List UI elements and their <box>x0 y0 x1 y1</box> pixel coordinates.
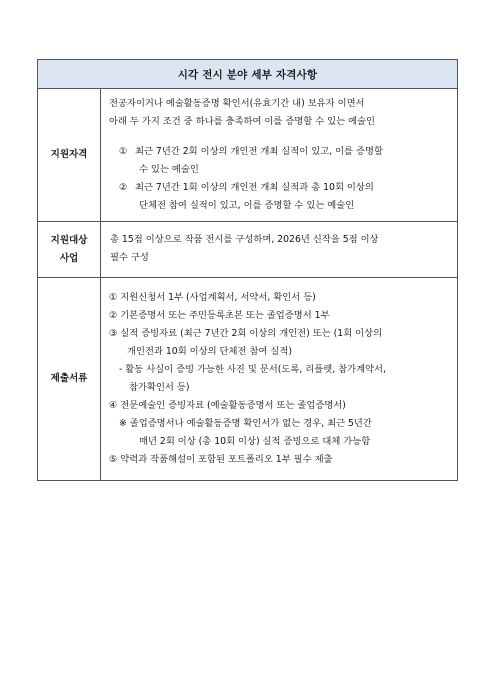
condition-item <box>109 179 457 197</box>
row-label-text: 사업 <box>59 252 79 264</box>
document-item: ① 지원신청서 1부 (사업계획서, 서약서, 확인서 등) <box>109 292 316 303</box>
row-content-eligibility <box>101 89 457 221</box>
table-title: 시각 전시 분야 세부 자격사항 <box>38 60 457 89</box>
condition-continuation: 수 있는 예술인 <box>139 164 199 175</box>
document-item: ⑤ 약력과 작품해설이 포함된 포트폴리오 1부 필수 제출 <box>109 454 333 465</box>
eligibility-intro-line: 아래 두 가지 조건 중 하나를 충족하여 이를 증명할 수 있는 예술인 <box>109 116 376 127</box>
document-note: ※ 졸업증명서나 예술활동증명 확인서가 없는 경우, 최근 5년간 <box>119 418 372 429</box>
document-subitem-continuation: 참가확인서 등) <box>129 382 190 393</box>
document-subitem: - 활동 사실이 증빙 가능한 사진 및 문서(도록, 리플렛, 참가계약서, <box>119 364 386 375</box>
row-label-text: 제출서류 <box>50 373 88 384</box>
condition-text: 최근 7년간 1회 이상의 개인전 개최 실적과 총 10회 이상의 <box>135 182 374 193</box>
condition-item <box>109 143 457 161</box>
condition-continuation: 단체전 참여 실적이 있고, 이를 증명할 수 있는 예술인 <box>139 200 355 211</box>
condition-text: 최근 7년간 2회 이상의 개인전 개최 실적이 있고, 이를 증명할 <box>135 146 383 157</box>
target-project-line: 총 15점 이상으로 작품 전시를 구성하며, 2026년 신작을 5점 이상 <box>110 234 379 245</box>
row-content-target-project <box>101 222 457 277</box>
target-project-line: 필수 구성 <box>110 252 149 263</box>
document-item: ④ 전문예술인 증빙자료 (예술활동증명서 또는 졸업증명서) <box>109 400 346 411</box>
table-row-documents <box>38 278 457 480</box>
document-item-continuation: 개인전과 10회 이상의 단체전 참여 실적) <box>127 346 292 357</box>
row-content-documents <box>101 278 457 480</box>
condition-marker: ① <box>119 146 128 157</box>
document-note-continuation: 매년 2회 이상 (총 10회 이상) 실적 증빙으로 대체 가능함 <box>139 436 371 447</box>
table-row-target-project <box>38 222 457 278</box>
row-label-target-project <box>38 222 101 277</box>
row-label-documents <box>38 278 101 480</box>
qualification-table <box>37 59 458 481</box>
condition-marker: ② <box>119 182 128 193</box>
row-label-text: 지원대상 <box>50 234 88 246</box>
row-label-text: 지원자격 <box>50 149 88 160</box>
row-label-eligibility <box>38 89 101 221</box>
table-row-eligibility <box>38 89 457 222</box>
document-item: ② 기본증명서 또는 주민등록초본 또는 졸업증명서 1부 <box>109 310 330 321</box>
document-item: ③ 실적 증빙자료 (최근 7년간 2회 이상의 개인전) 또는 (1회 이상의 <box>109 328 383 339</box>
eligibility-intro-line: 전공자이거나 예술활동증명 확인서(유효기간 내) 보유자 이면서 <box>109 98 365 109</box>
